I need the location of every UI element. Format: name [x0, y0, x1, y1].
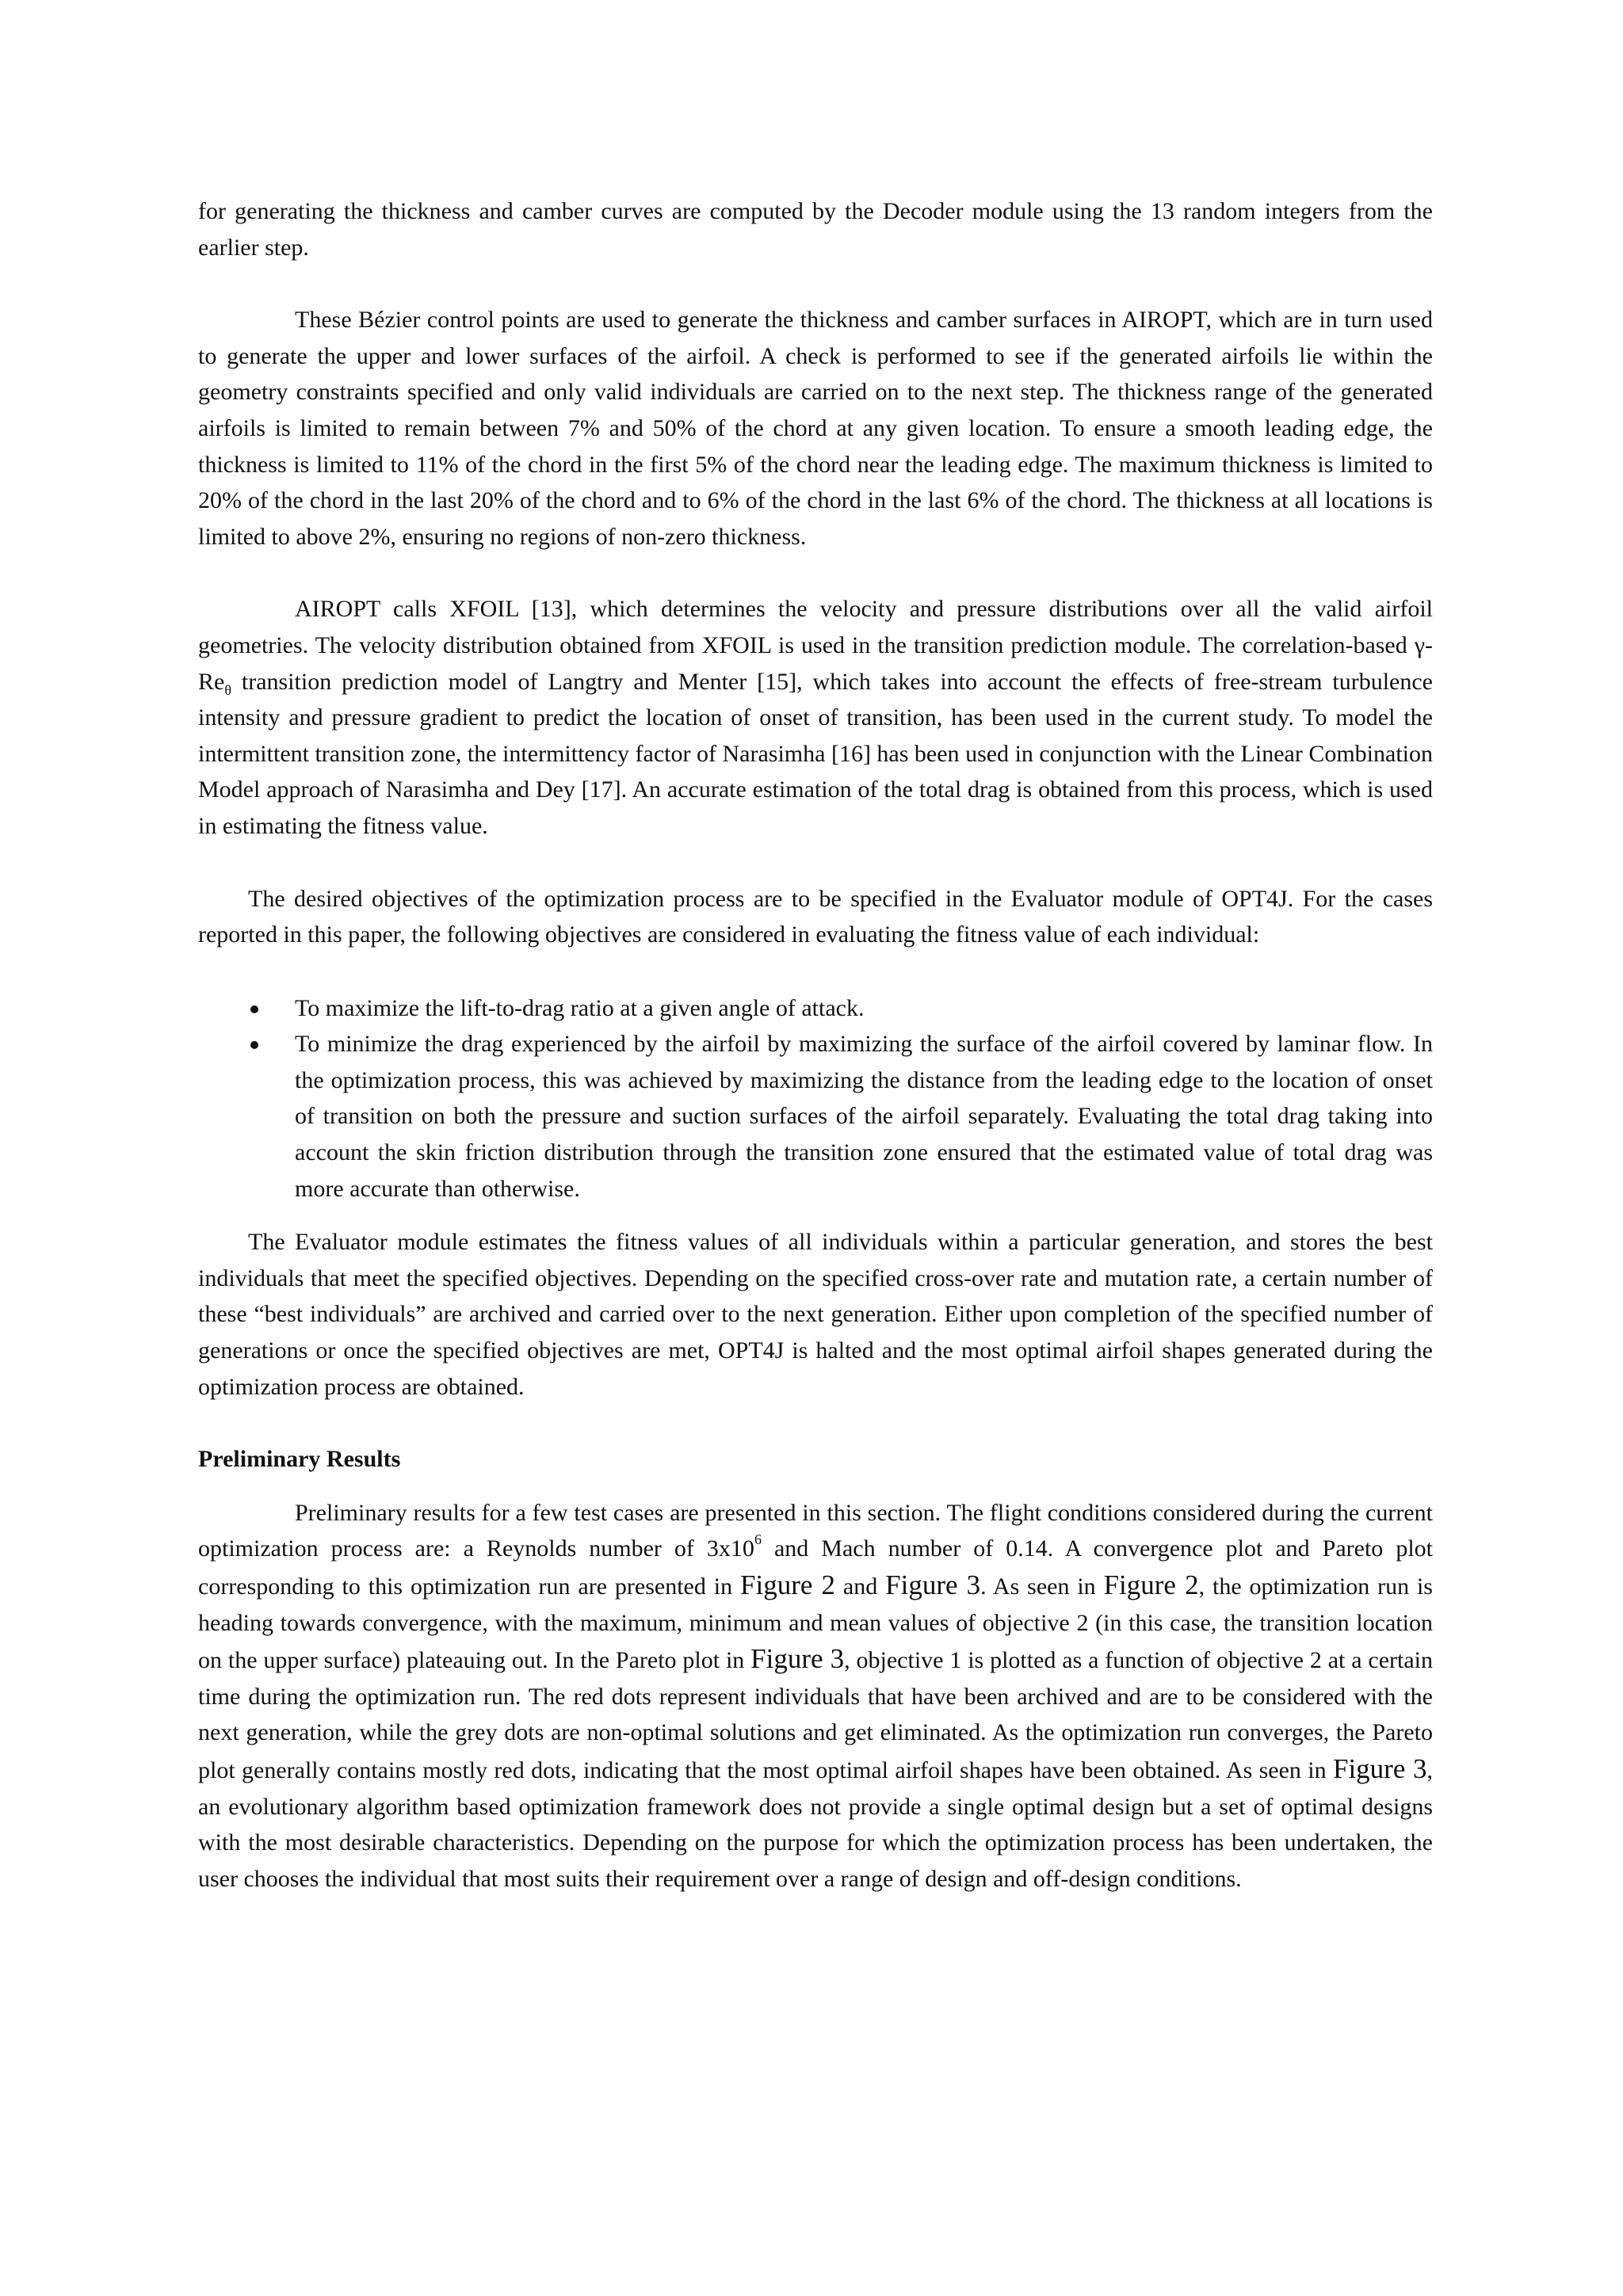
results-text-2: and Mach number of 0.14. A convergence plot and Pareto plot corresponding to this optimization run are presented in	[198, 1535, 1433, 1600]
results-text-5: , objective 1 is plotted as a function of objective 2 at a certain time during the optimization run. The red dots represent individuals that have been archived and are to be considered with the next generation, while the grey dots are non-optimal solutions and get eliminated. As the optimization run converges, the Pareto plot generally contains mostly red dots, indicating that the most optimal airfoil shapes have been obtained. As seen in	[198, 1647, 1433, 1783]
paragraph-objectives-intro: The desired objectives of the optimization process are to be specified in the Evaluator module of OPT4J. For the cases reported in this paper, the following objectives are considered in evaluating the fitness value of each individual:	[198, 885, 1433, 948]
results-text-3: . As seen in	[980, 1573, 1104, 1600]
results-text-6: , an evolutionary algorithm based optimization framework does not provide a single optimal design but a set of optimal designs with the most desirable characteristics. Depending on the purpose for which the optimization process has been undertaken, the user chooses the individual that most suits their requirement over a range of design and off-design conditions.	[198, 1756, 1433, 1892]
paper-page	[198, 193, 1433, 1897]
figure-3-reference[interactable]: Figure 3	[1332, 1753, 1427, 1784]
results-text-1: Preliminary results for a few test cases are presented in this section. The flight conditions considered during the current optimization process are: a Reynolds number of 3x10	[198, 1499, 1433, 1562]
paragraph-xfoil-text-a: AIROPT calls XFOIL [13], which determines the velocity and pressure distributions over all the valid airfoil geometries. The velocity distribution obtained from XFOIL is used in the transition prediction module. The correlation-based γ-Re	[198, 596, 1433, 695]
paragraph-bezier-constraints: These Bézier control points are used to generate the thickness and camber surfaces in AIROPT, which are in turn used to generate the upper and lower surfaces of the airfoil. A check is performed to see if the generated airfoils lie within the geometry constraints specified and only valid individuals are carried on to the next step. The thickness range of the generated airfoils is limited to remain between 7% and 50% of the chord at any given location. To ensure a smooth leading edge, the thickness is limited to 11% of the chord in the first 5% of the chord near the leading edge. The maximum thickness is limited to 20% of the chord in the last 20% of the chord and to 6% of the chord in the last 6% of the chord. The thickness at all locations is limited to above 2%, ensuring no regions of non-zero thickness.	[198, 307, 1433, 550]
objectives-list	[198, 990, 1433, 1207]
paragraph-preliminary-results	[198, 1495, 1433, 1897]
paragraph-decoder: for generating the thickness and camber curves are computed by the Decoder module using the 13 random integers from the earlier step.	[198, 198, 1433, 261]
paragraph-evaluator: The Evaluator module estimates the fitness values of all individuals within a particular generation, and stores the best individuals that meet the specified objectives. Depending on the specified cross-over rate and mutation rate, a certain number of these “best individuals” are archived and carried over to the next generation. Either upon completion of the specified number of generations or once the specified objectives are met, OPT4J is halted and the most optimal airfoil shapes generated during the optimization process are obtained.	[198, 1229, 1433, 1400]
bullet-icon	[250, 1041, 258, 1049]
exponent-superscript: 6	[754, 1531, 762, 1548]
list-item	[198, 1026, 1433, 1207]
list-item	[198, 990, 1433, 1027]
bullet-icon	[250, 1005, 258, 1013]
figure-3-reference[interactable]: Figure 3	[750, 1643, 845, 1675]
paragraph-xfoil-text-b: transition prediction model of Langtry and Menter [15], which takes into account the effects of free-stream turbulence intensity and pressure gradient to predict the location of onset of transition, has been used in the current study. To model the intermittent transition zone, the intermittency factor of Narasimha [16] has been used in conjunction with the Linear Combination Model approach of Narasimha and Dey [17]. An accurate estimation of the total drag is obtained from this process, which is used in estimating the fitness value.	[198, 668, 1433, 839]
figure-2-reference[interactable]: Figure 2	[1103, 1569, 1199, 1600]
list-item-text: To maximize the lift-to-drag ratio at a given angle of attack.	[295, 994, 865, 1021]
theta-subscript: θ	[224, 681, 231, 698]
paragraph-xfoil-transition	[198, 591, 1433, 844]
figure-2-reference[interactable]: Figure 2	[740, 1569, 836, 1600]
section-heading: Preliminary Results	[198, 1446, 401, 1473]
results-text-4: , the optimization run is heading towards convergence, with the maximum, minimum and mean values of objective 2 (in this case, the transition location on the upper surface) plateauing out. In the Pareto plot in	[198, 1573, 1433, 1674]
figure-3-reference[interactable]: Figure 3	[885, 1569, 981, 1600]
list-item-text: To minimize the drag experienced by the airfoil by maximizing the surface of the airfoil covered by laminar flow. In the optimization process, this was achieved by maximizing the distance from the leading edge to the location of onset of transition on both the pressure and suction surfaces of the airfoil separately. Evaluating the total drag taking into account the skin friction distribution through the transition zone ensured that the estimated value of total drag was more accurate than otherwise.	[295, 1031, 1433, 1202]
results-and: and	[835, 1573, 886, 1600]
